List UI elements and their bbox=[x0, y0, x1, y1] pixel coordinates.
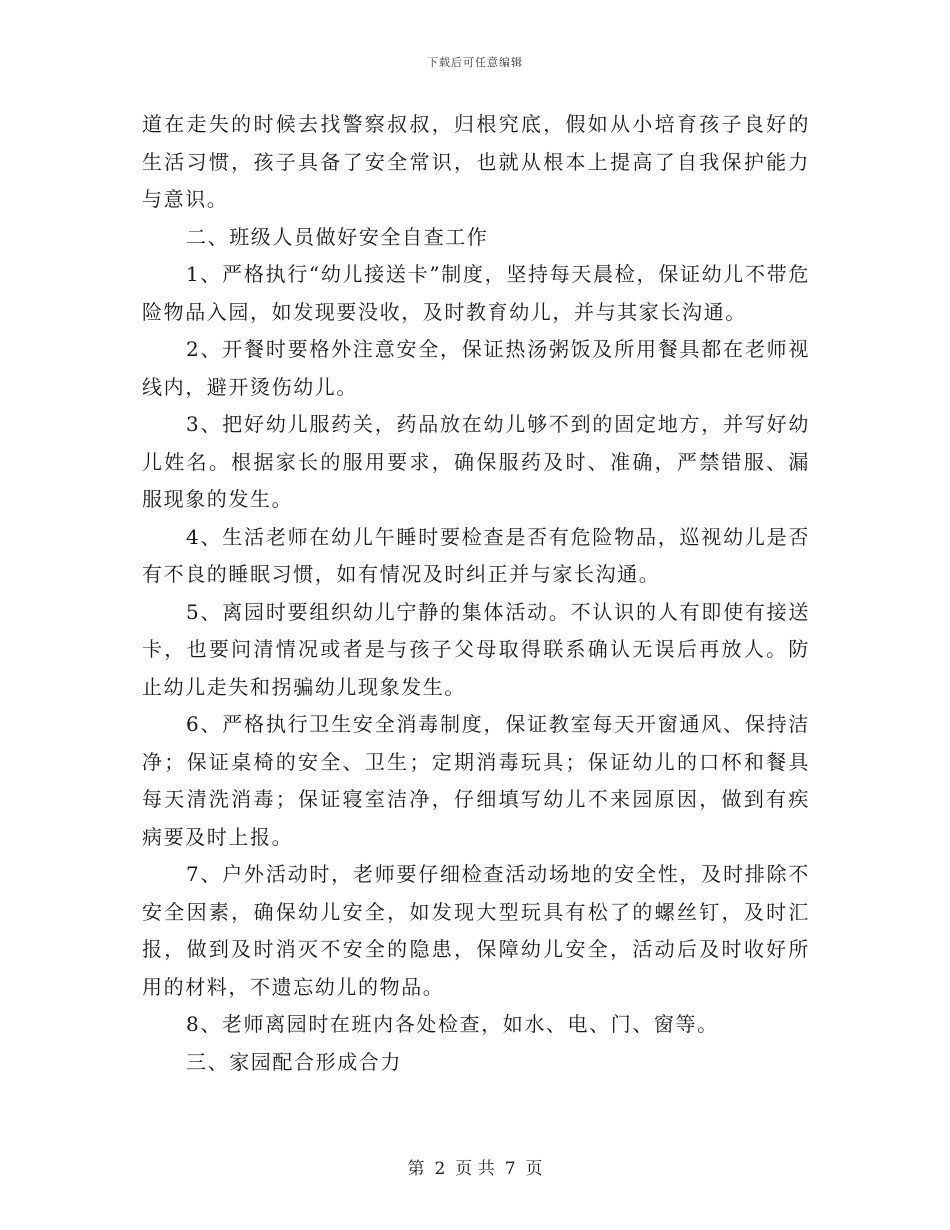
paragraph-item-1: 1、严格执行“幼儿接送卡”制度，坚持每天晨检，保证幼儿不带危险物品入园，如发现要没收，及时教育幼儿，并与其家长沟通。 bbox=[142, 262, 810, 324]
footer-prefix: 第 bbox=[407, 1159, 425, 1179]
page-header: 下载后可任意编辑 bbox=[427, 56, 523, 69]
footer-suffix: 页 bbox=[525, 1159, 543, 1179]
section-heading-2: 二、班级人员做好安全自查工作 bbox=[186, 224, 489, 249]
paragraph-item-8: 8、老师离园时在班内各处检查，如水、电、门、窗等。 bbox=[186, 1012, 719, 1036]
paragraph-item-2: 2、开餐时要格外注意安全，保证热汤粥饭及所用餐具都在老师视线内，避开烫伤幼儿。 bbox=[142, 337, 810, 399]
footer-page-number: 2 bbox=[434, 1159, 446, 1179]
section-heading-3: 三、家园配合形成合力 bbox=[186, 1049, 402, 1074]
paragraph-item-3: 3、把好幼儿服药关，药品放在幼儿够不到的固定地方，并写好幼儿姓名。根据家长的服用要求，确保服药及时、准确，严禁错服、漏服现象的发生。 bbox=[142, 412, 810, 511]
paragraph-item-5: 5、离园时要组织幼儿宁静的集体活动。不认识的人有即使有接送卡，也要问清情况或者是与孩子父母取得联系确认无误后再放人。防止幼儿走失和拐骗幼儿现象发生。 bbox=[142, 599, 810, 699]
paragraph-item-6: 6、严格执行卫生安全消毒制度，保证教室每天开窗通风、保持洁净；保证桌椅的安全、卫生；定期消毒玩具；保证幼儿的口杯和餐具每天清洗消毒；保证寝室洁净，仔细填写幼儿不来园原因，做到有疾病要及时上报。 bbox=[142, 712, 810, 849]
document-body bbox=[142, 106, 810, 1081]
footer-middle: 页 共 bbox=[455, 1159, 495, 1179]
page-footer bbox=[0, 1154, 950, 1179]
paragraph-item-7: 7、户外活动时，老师要仔细检查活动场地的安全性，及时排除不安全因素，确保幼儿安全，如发现大型玩具有松了的螺丝钉，及时汇报，做到及时消灭不安全的隐患，保障幼儿安全，活动后及时收好所用的材料，不遗忘幼儿的物品。 bbox=[142, 862, 810, 999]
footer-total-pages: 7 bbox=[504, 1159, 516, 1179]
paragraph-continuation: 道在走失的时候去找警察叔叔，归根究底，假如从小培育孩子良好的生活习惯，孩子具备了安全常识，也就从根本上提高了自我保护能力与意识。 bbox=[142, 112, 810, 211]
paragraph-item-4: 4、生活老师在幼儿午睡时要检查是否有危险物品，巡视幼儿是否有不良的睡眠习惯，如有情况及时纠正并与家长沟通。 bbox=[142, 524, 810, 586]
